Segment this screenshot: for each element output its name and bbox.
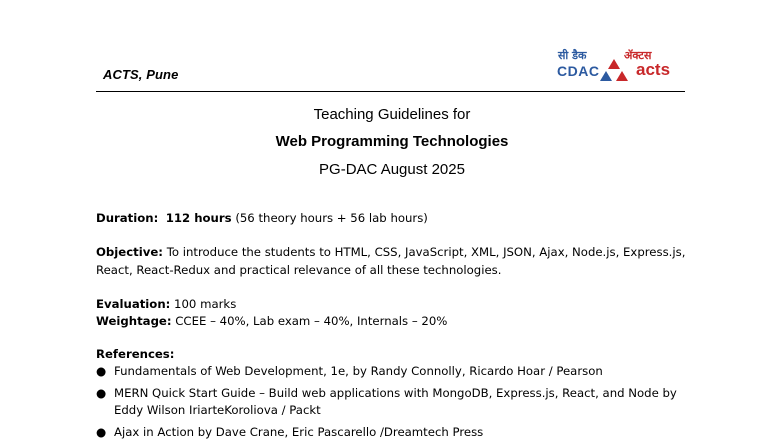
logo-cdac-text: CDAC [557,63,600,79]
reference-item [96,363,696,380]
evaluation-label: Evaluation: [96,297,171,311]
bullet-icon: ● [96,386,107,400]
duration-label: Duration: [96,211,159,225]
objective-line-2: React, React-Redux and practical relevance of all these technologies. [96,263,502,277]
reference-text: Fundamentals of Web Development, 1e, by Randy Connolly, Ricardo Hoar / Pearson [114,364,603,378]
reference-text: Ajax in Action by Dave Crane, Eric Pascarello /Dreamtech Press [114,425,484,439]
title-line-3: PG-DAC August 2025 [319,161,465,178]
title-line-2: Web Programming Technologies [275,133,509,150]
duration-value: 112 hours [165,211,232,225]
references-label: References: [96,347,175,361]
logo-mark-icon [600,57,634,81]
objective-label: Objective: [96,245,163,259]
duration-line [96,210,428,227]
bullet-icon: ● [96,425,107,439]
logo-acts-hindi: ॲक्टस [624,49,652,62]
weightage-line [96,313,447,330]
logo-acts-text: acts [636,60,671,79]
header-rule [96,91,685,92]
cdac-acts-logo [556,48,676,84]
reference-text-cont: Eddy Wilson IriarteKoroliova / Packt [114,403,321,417]
bullet-icon: ● [96,364,107,378]
title-line-1: Teaching Guidelines for [313,106,471,123]
header-org: ACTS, Pune [103,67,179,82]
objective-line-1 [96,244,685,261]
duration-detail: (56 theory hours + 56 lab hours) [235,211,428,225]
weightage-label: Weightage: [96,314,172,328]
evaluation-value: 100 marks [174,297,237,311]
evaluation-line [96,296,236,313]
weightage-value: CCEE – 40%, Lab exam – 40%, Internals – 20% [175,314,448,328]
logo-cdac-hindi: सी डैक [558,49,587,62]
references-list [96,363,696,441]
reference-item [96,385,696,419]
reference-item [96,424,696,441]
reference-text: MERN Quick Start Guide – Build web applications with MongoDB, Express.js, React, and Node by [114,386,677,400]
references-section [96,346,696,446]
objective-text-1: To introduce the students to HTML, CSS, JavaScript, XML, JSON, Ajax, Node.js, Express.js, [166,245,686,259]
